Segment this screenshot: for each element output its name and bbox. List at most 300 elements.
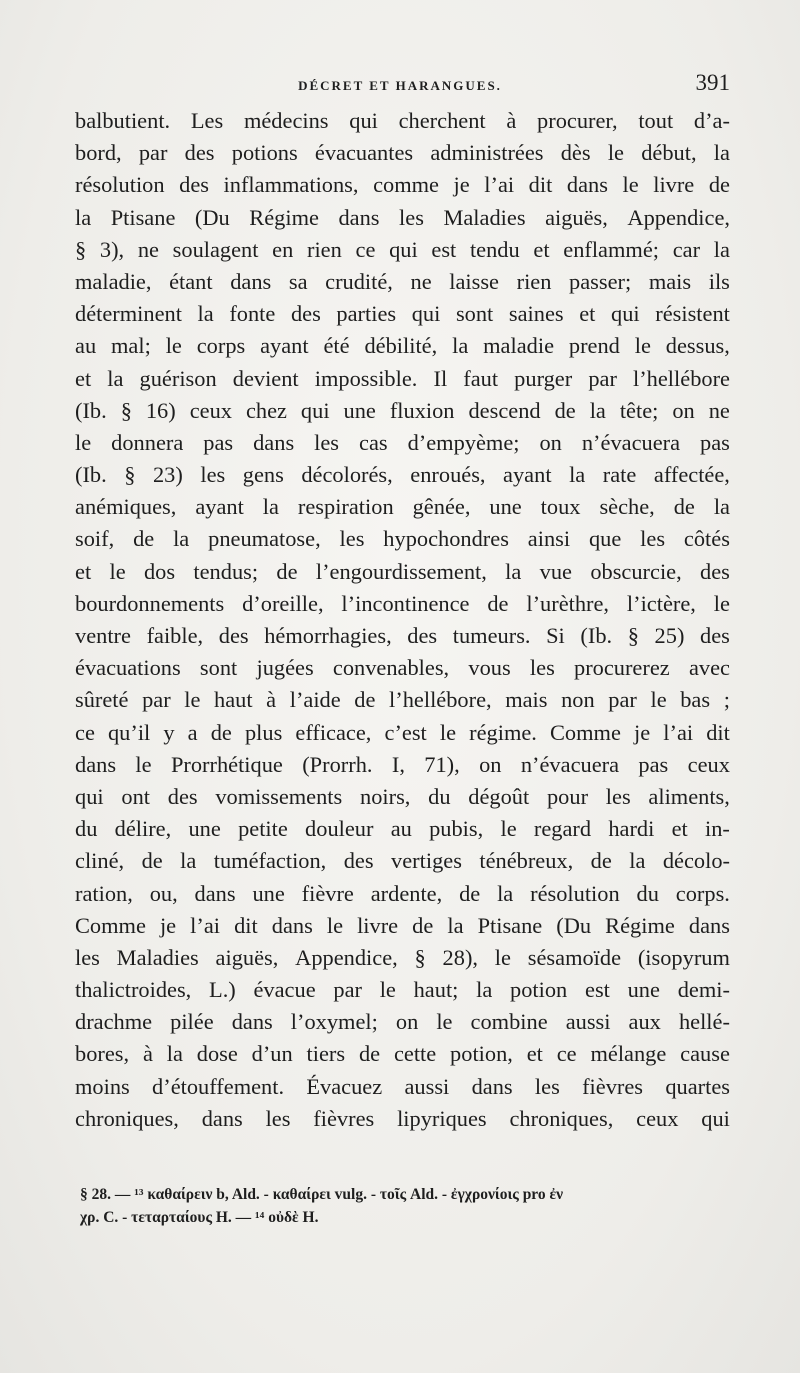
word: pas [203,429,234,455]
word: la [505,558,522,584]
word: de [141,848,163,874]
word: dans [471,1073,513,1099]
word: balbutient. [75,108,171,133]
word: une [188,816,221,842]
word: vomissements [215,783,343,809]
word: enflammé; [563,236,659,262]
word: 25) [654,623,685,648]
word: potion [510,977,568,1003]
word: d’oreille, [242,590,324,616]
word: ardente, [370,880,443,906]
word: la [447,912,464,938]
word: décolorés, [301,462,393,488]
word: dans [566,172,608,198]
word: prend [568,333,620,359]
word: vertiges [391,848,462,874]
word: l’ictère, [626,590,696,616]
word: médecins [243,108,329,133]
text-line [75,910,730,942]
word: respiration [297,494,394,520]
word: Comme [550,719,621,745]
word: du [75,816,98,842]
word: laisse [449,268,499,294]
word: par [588,365,617,391]
word: on [672,397,695,423]
word: saines [508,301,564,327]
word: mais [648,268,692,294]
word: 23) [152,462,183,488]
word: on [539,429,562,455]
word: évacuantes [314,140,414,166]
word: Il [433,365,448,391]
word: ténébreux, [479,848,574,874]
word: mais [505,687,548,713]
word: cas [359,429,388,455]
word: anémiques, [75,494,177,520]
word: le [436,1009,453,1035]
word: une [489,494,522,520]
word: Régime [605,912,675,938]
word: dans [201,1105,243,1131]
word: je [159,912,177,938]
word: et [75,365,92,391]
text-line [75,620,730,652]
text-line [75,942,730,974]
word: et [526,1041,543,1067]
word: dans [230,268,272,294]
word: lipyriques [397,1105,487,1131]
word: combine [470,1009,548,1035]
word: de [590,848,612,874]
word: le [713,590,730,616]
word: bores, [75,1041,130,1067]
word: et [533,236,550,262]
text-line [75,556,730,588]
word: le [165,333,182,359]
word: des [700,558,730,584]
word: qui [349,108,378,133]
word: de [459,880,481,906]
word: la [497,880,514,906]
word: de [412,912,434,938]
body-text [75,105,730,1135]
word: qui [611,301,640,327]
text-line [75,845,730,877]
word: moins [75,1073,130,1099]
word: les [529,655,555,681]
word: dès [560,140,591,166]
word: faut [463,365,499,391]
text-line [75,749,730,781]
word: résistent [655,301,730,327]
word: dans [231,1009,273,1035]
word: ceux [687,751,730,777]
word: maladie [483,333,555,359]
word: Maladies [116,944,199,970]
word: la [166,1041,183,1067]
word: gênée, [412,494,471,520]
text-line [75,1006,730,1038]
word: cliné, [75,848,125,874]
text-line [75,974,730,1006]
word: la [262,494,279,520]
word: l’incontinence [341,590,470,616]
word: dans [338,204,380,230]
word: dans [194,880,236,906]
word: Prorrhétique [170,751,283,777]
word: maladie, [75,268,152,294]
word: L.) [209,977,236,1003]
word: la [180,848,197,874]
word: du [636,880,659,906]
word: tumeurs. [452,623,531,648]
word: pilée [170,1009,214,1035]
word: la [75,204,92,230]
word: pas [638,751,669,777]
footnote-line: χρ. C. - τεταρταίους H. — ¹⁴ οὐδὲ H. [80,1209,319,1226]
word: ont [121,783,150,809]
word: la [107,365,124,391]
word: le [75,429,92,455]
word: ou, [149,880,178,906]
text-line [75,1071,730,1103]
footnotes [80,1183,730,1229]
word: la [713,494,730,520]
word: sont [199,655,238,681]
word: et [671,816,688,842]
word: la [589,397,606,423]
text-line [75,459,730,491]
word: aliments, [648,783,730,809]
word: haut; [413,977,459,1003]
text-line [75,878,730,910]
word: l’hellébore [633,365,730,391]
word: pour [546,783,589,809]
word: des [179,172,209,198]
word: administrées [430,140,544,166]
word: une [252,880,285,906]
text-line [75,1038,730,1070]
word: tête; [619,397,659,423]
word: hellé- [678,1009,730,1035]
text-line [75,523,730,555]
word: les [534,1073,560,1099]
word: ce [75,719,95,745]
word: tendus; [193,558,259,584]
word: Ptisane [477,912,543,938]
word: dégoût [468,783,530,809]
word: une [343,397,376,423]
word: pubis, [429,816,484,842]
word: les [640,526,666,552]
word: du [428,783,451,809]
word: aussi [404,1073,450,1099]
word: a [187,719,198,745]
word: l’ai [484,172,515,198]
word: le [184,687,201,713]
word: n’évacuera [520,751,620,777]
word: débilité, [364,333,438,359]
word: 28), [442,944,478,970]
word: drachme [75,1009,153,1035]
word: 71), [424,751,460,777]
word: ayant [503,462,552,488]
word: le [622,172,639,198]
word: crudité, [325,268,393,294]
word: Évacuez [306,1073,383,1099]
word: le [634,333,651,359]
text-line [75,298,730,330]
word: les [339,526,365,552]
word: régime. [469,719,537,745]
word: sésamoïde [527,944,622,970]
text-line [75,330,730,362]
word: corps. [675,880,730,906]
word: évacue [253,977,316,1003]
word: ceux [636,1105,679,1131]
word: ration, [75,880,133,906]
word: n’évacuera [581,429,681,455]
word: ne [410,268,432,294]
word: le [439,719,457,745]
word: le [135,751,152,777]
word: de [673,494,695,520]
word: est [585,977,610,1003]
word: demi- [677,977,730,1003]
word: l’oxymel; [290,1009,378,1035]
word: guérison [139,365,217,391]
word: par [333,977,362,1003]
word: ayant [260,333,309,359]
word: Maladies [443,204,526,230]
text-line [75,202,730,234]
word: par [142,687,171,713]
word: les [605,783,631,809]
text-line [75,105,730,137]
word: vue [539,558,572,584]
word: par [608,687,637,713]
word: hypochondres [383,526,509,552]
word: Appendice, [627,204,730,230]
word: les [75,944,100,970]
word: la [713,236,730,262]
word: des [290,301,321,327]
word: dit [706,719,730,745]
word: comme [373,172,439,198]
word: je [453,172,470,198]
word: (isopyrum [637,944,730,970]
word: aux [628,1009,661,1035]
word: des [700,623,730,648]
word: aiguës, [215,944,279,970]
text-line [75,395,730,427]
word: est [431,236,457,262]
word: par [138,140,168,166]
word: (Ib. [75,397,107,423]
word: (Ib. [580,623,613,648]
word: bas [680,687,711,713]
word: § [120,397,132,423]
word: 16) [145,397,176,423]
word: y [163,719,175,745]
word: jugées [256,655,314,681]
word: chroniques, [75,1105,179,1131]
word: l’ai [663,719,694,745]
word: (Du [556,912,592,938]
footnote-line: § 28. — ¹³ καθαίρειν b, Ald. - καθαίρει vulg. - τοῖς Ald. - ἐγχρονίοις pro ἐν [80,1186,564,1203]
word: le [607,140,624,166]
word: dans [253,429,295,455]
word: devient [232,365,299,391]
word: faible, [146,623,204,648]
word: et [75,558,92,584]
word: début, [641,140,697,166]
word: tuméfaction, [213,848,327,874]
word: bord, [75,140,122,166]
word: (Du [194,204,230,230]
word: cause [680,1041,730,1067]
text-line [75,363,730,395]
word: de [358,1041,381,1067]
word: Régime [249,204,319,230]
word: à [142,1041,153,1067]
word: procurer, [537,108,618,133]
word: ce [556,1041,577,1067]
word: d’étouffement. [152,1073,285,1099]
word: chroniques, [509,1105,614,1131]
word: de [210,719,232,745]
word: les [200,462,226,488]
word: qui [300,397,330,423]
word: impossible. [314,365,418,391]
word: la [629,848,646,874]
word: dans [271,912,313,938]
word: tout [638,108,674,133]
word: Ptisane [110,204,176,230]
word: non [561,687,595,713]
word: corps [196,333,246,359]
word: le [500,816,517,842]
word: dit [234,912,258,938]
word: obscurcie, [590,558,682,584]
text-line [75,491,730,523]
word: affectée, [653,462,730,488]
text-line [75,1103,730,1135]
word: dose [196,1041,238,1067]
word: passer; [569,268,632,294]
word: côtés [683,526,730,552]
word: douleur [305,816,374,842]
word: le [494,944,511,970]
word: décolo- [662,848,730,874]
word: livre [357,912,399,938]
word: la [476,977,493,1003]
text-line [75,234,730,266]
word: mal; [111,333,151,359]
word: I, [391,751,405,777]
word: de [133,526,155,552]
word: des [407,623,438,648]
word: mélange [590,1041,667,1067]
word: l’hellébore, [389,687,492,713]
word: d’a- [693,108,730,133]
word: les [399,204,424,230]
text-line [75,684,730,716]
word: avec [688,655,730,681]
word: résolution [75,172,165,198]
word: dit [528,172,553,198]
word: ne [137,236,159,262]
word: § [627,623,639,648]
word: car [672,236,701,262]
word: tiers [306,1041,346,1067]
word: ils [708,268,730,294]
word: et [579,301,596,327]
word: ce [355,236,376,262]
word: bourdonnements [75,590,225,616]
word: je [634,719,651,745]
word: in- [705,816,730,842]
word: résolution [530,880,620,906]
word: inflammations, [223,172,359,198]
word: de [276,558,298,584]
word: haut [214,687,253,713]
word: parties [336,301,397,327]
word: ayant [195,494,244,520]
word: délire, [114,816,172,842]
word: quartes [665,1073,730,1099]
word: d’empyème; [407,429,520,455]
word: rien [307,236,342,262]
text-line [75,137,730,169]
word: ne [708,397,730,423]
word: des [343,848,374,874]
word: descend [468,397,541,423]
word: d’un [251,1041,293,1067]
word: que [588,526,622,552]
word: des [184,140,215,166]
word: qui [389,236,418,262]
word: § [414,944,426,970]
word: ; [723,687,730,713]
word: de [708,172,730,198]
word: rien [516,268,552,294]
word: des [218,623,249,648]
word: fièvre [301,880,354,906]
word: dessus, [665,333,730,359]
word: on [395,1009,419,1035]
word: aussi [565,1009,611,1035]
word: la [452,333,469,359]
word: ceux [189,397,232,423]
word: déterminent [75,301,182,327]
text-line [75,169,730,201]
word: la [173,526,190,552]
word: sûreté [75,687,129,713]
word: qui [701,1105,730,1131]
word: l’ai [190,912,221,938]
word: cette [393,1041,437,1067]
word: chez [245,397,287,423]
word: dans [75,751,117,777]
word: à [266,687,277,713]
word: vous [468,655,511,681]
word: ainsi [527,526,571,552]
word: fluxion [389,397,455,423]
word: § [124,462,136,488]
word: étant [169,268,213,294]
word: plus [244,719,283,745]
